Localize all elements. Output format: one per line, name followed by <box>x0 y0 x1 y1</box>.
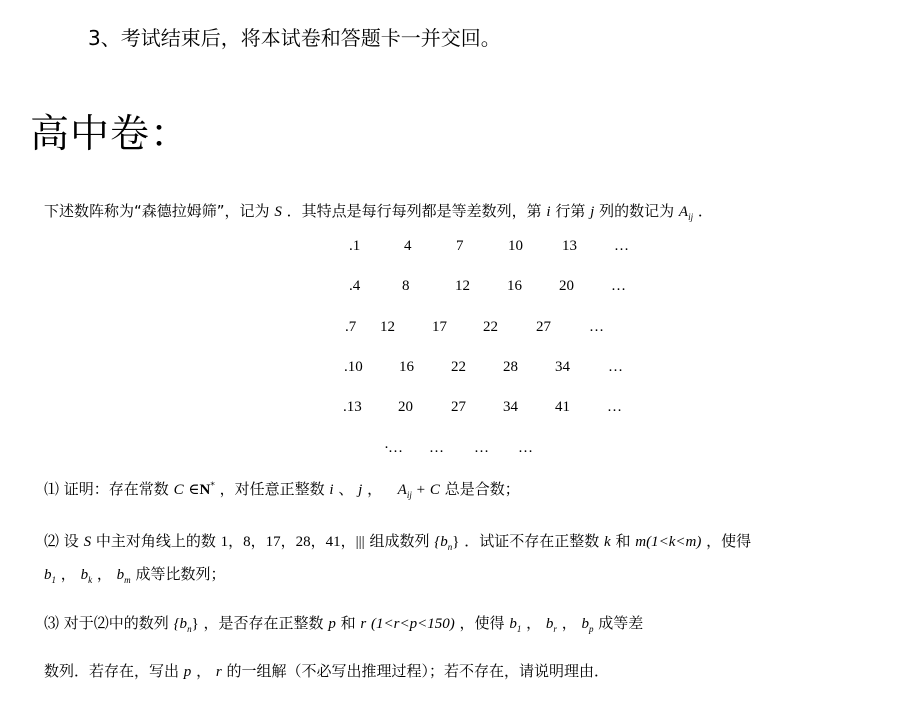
q3-text-5: 成等差 <box>598 614 644 632</box>
term-b1: b <box>44 567 52 583</box>
term-br: b <box>545 616 554 632</box>
subscript-p: p <box>589 624 594 634</box>
q3-comma-3: ， <box>196 662 212 680</box>
var-p: p <box>328 616 336 632</box>
q3-text-3: 和 <box>340 614 356 632</box>
seq-b-open: {b <box>173 616 188 632</box>
subscript-r: r <box>553 624 557 634</box>
matrix-cell: 8 <box>402 278 410 294</box>
matrix-cell: 13 <box>562 238 577 254</box>
matrix-ellipsis: … <box>518 440 533 456</box>
q3-comma-2: ， <box>561 614 577 632</box>
matrix-ellipsis: … <box>429 440 444 456</box>
matrix-cell: 16 <box>507 278 522 294</box>
term-bk: b <box>80 567 89 583</box>
matrix-cell: 7 <box>456 238 464 254</box>
matrix-ellipsis: … <box>388 440 403 456</box>
matrix-cell: .13 <box>343 399 362 415</box>
matrix-cell: 28 <box>503 359 518 375</box>
q1-sep: 、 <box>338 480 354 498</box>
matrix-cell: 4 <box>404 238 412 254</box>
q1-text-1: ⑴ 证明：存在常数 <box>44 480 169 498</box>
var-c: C <box>173 482 184 498</box>
natural-numbers-symbol: N <box>199 482 211 498</box>
var-k: k <box>604 534 611 550</box>
q3-comma-1: ， <box>526 614 542 632</box>
intro-text-5: ． <box>697 202 713 220</box>
subscript-ij: ij <box>688 212 694 222</box>
matrix-cell: 20 <box>398 399 413 415</box>
matrix-cell: … <box>589 319 604 335</box>
matrix-cell: 41 <box>555 399 570 415</box>
q3-line2-text: 数列．若存在，写出 <box>44 662 180 680</box>
q2-text-6: ，使得 <box>706 532 752 550</box>
q3-line2-text-b: 的一组解（不必写出推理过程）；若不存在，请说明理由． <box>226 662 610 680</box>
matrix-cell: … <box>608 359 623 375</box>
var-a: A <box>397 482 407 498</box>
intro-text-2: ．其特点是每行每列都是等差数列，第 <box>286 202 542 220</box>
element-of-symbol: ∈ <box>188 482 200 498</box>
seq-b-close: } <box>191 616 199 632</box>
var-s: S <box>83 534 92 550</box>
var-s: S <box>274 204 282 220</box>
q1-comma: ， <box>367 480 383 498</box>
var-r: r <box>360 616 367 632</box>
matrix-cell: 27 <box>451 399 466 415</box>
var-j: j <box>590 204 595 220</box>
matrix-cell: .4 <box>349 278 361 294</box>
var-i: i <box>329 482 334 498</box>
seq-b-open: {b <box>434 534 448 550</box>
term-bp: b <box>581 616 589 632</box>
var-i: i <box>546 204 551 220</box>
matrix-cell: 12 <box>380 319 395 335</box>
q2-text-3: 组成数列 <box>369 532 430 550</box>
subscript-1: 1 <box>51 575 56 585</box>
matrix-cell: 17 <box>432 319 447 335</box>
q2-comma-1: ， <box>60 565 76 583</box>
q3-text-4: ，使得 <box>459 614 505 632</box>
q3-text-1: ⑶ 对于⑵中的数列 <box>44 614 169 632</box>
matrix-cell: … <box>611 278 626 294</box>
matrix-cell: 22 <box>483 319 498 335</box>
matrix-cell: 16 <box>399 359 414 375</box>
matrix-last-row-lead: · <box>384 440 389 456</box>
var-r: r <box>215 664 222 680</box>
matrix-cell: .1 <box>349 238 361 254</box>
seq-b-close: } <box>452 534 460 550</box>
matrix-cell: 34 <box>503 399 518 415</box>
subscript-n: n <box>187 624 192 634</box>
question-3-line-1 <box>44 612 643 634</box>
q2-text-2: 中主对角线上的数 <box>95 532 216 550</box>
r-p-condition: (1<r<p<150) <box>371 616 455 632</box>
term-bm: b <box>116 567 125 583</box>
subscript-n: n <box>447 542 453 552</box>
subscript-k: k <box>88 575 93 585</box>
var-p: p <box>183 664 192 680</box>
matrix-cell: 20 <box>559 278 574 294</box>
intro-text-4: 列的数记为 <box>599 202 675 220</box>
question-2-line-1 <box>44 530 751 552</box>
var-m: m <box>635 534 647 550</box>
matrix-cell: 27 <box>536 319 551 335</box>
q1-text-2: ，对任意正整数 <box>219 480 325 498</box>
diagonal-sequence: 1，8，17，28，41，||| <box>220 534 365 550</box>
question-1 <box>44 478 520 500</box>
k-m-condition: (1<k<m) <box>646 534 702 550</box>
section-heading: 高中卷： <box>30 112 191 157</box>
matrix-cell: .7 <box>345 319 357 335</box>
q3-text-2: ，是否存在正整数 <box>203 614 324 632</box>
plus-symbol: + <box>416 482 426 498</box>
matrix-cell: 10 <box>508 238 523 254</box>
matrix-cell: … <box>614 238 629 254</box>
q2-text-1: ⑵ 设 <box>44 532 79 550</box>
subscript-m: m <box>124 575 131 585</box>
matrix-cell: 34 <box>555 359 570 375</box>
q2-text-5: 和 <box>615 532 631 550</box>
subscript-1: 1 <box>516 624 522 634</box>
subscript-ij: ij <box>406 490 412 500</box>
instruction-note: 3、考试结束后，将本试卷和答题卡一并交回。 <box>88 26 501 50</box>
matrix-cell: 12 <box>455 278 470 294</box>
var-c2: C <box>429 482 440 498</box>
matrix-cell: .10 <box>344 359 363 375</box>
star-superscript: * <box>210 481 215 491</box>
matrix-ellipsis: … <box>474 440 489 456</box>
term-b1: b <box>509 616 517 632</box>
q1-text-3: 总是合数； <box>444 480 520 498</box>
question-2-line-2 <box>44 563 225 585</box>
matrix-cell: 22 <box>451 359 466 375</box>
intro-text-3: 行第 <box>555 202 586 220</box>
intro-text-1: 下述数阵称为“森德拉姆筛”，记为 <box>44 202 270 220</box>
question-3-line-2 <box>44 660 609 681</box>
q2-text-4: ．试证不存在正整数 <box>464 532 600 550</box>
q2-comma-2: ， <box>96 565 112 583</box>
q2-text-7: 成等比数列； <box>135 565 226 583</box>
matrix-cell: … <box>607 399 622 415</box>
var-a: A <box>678 204 689 220</box>
var-j: j <box>358 482 363 498</box>
